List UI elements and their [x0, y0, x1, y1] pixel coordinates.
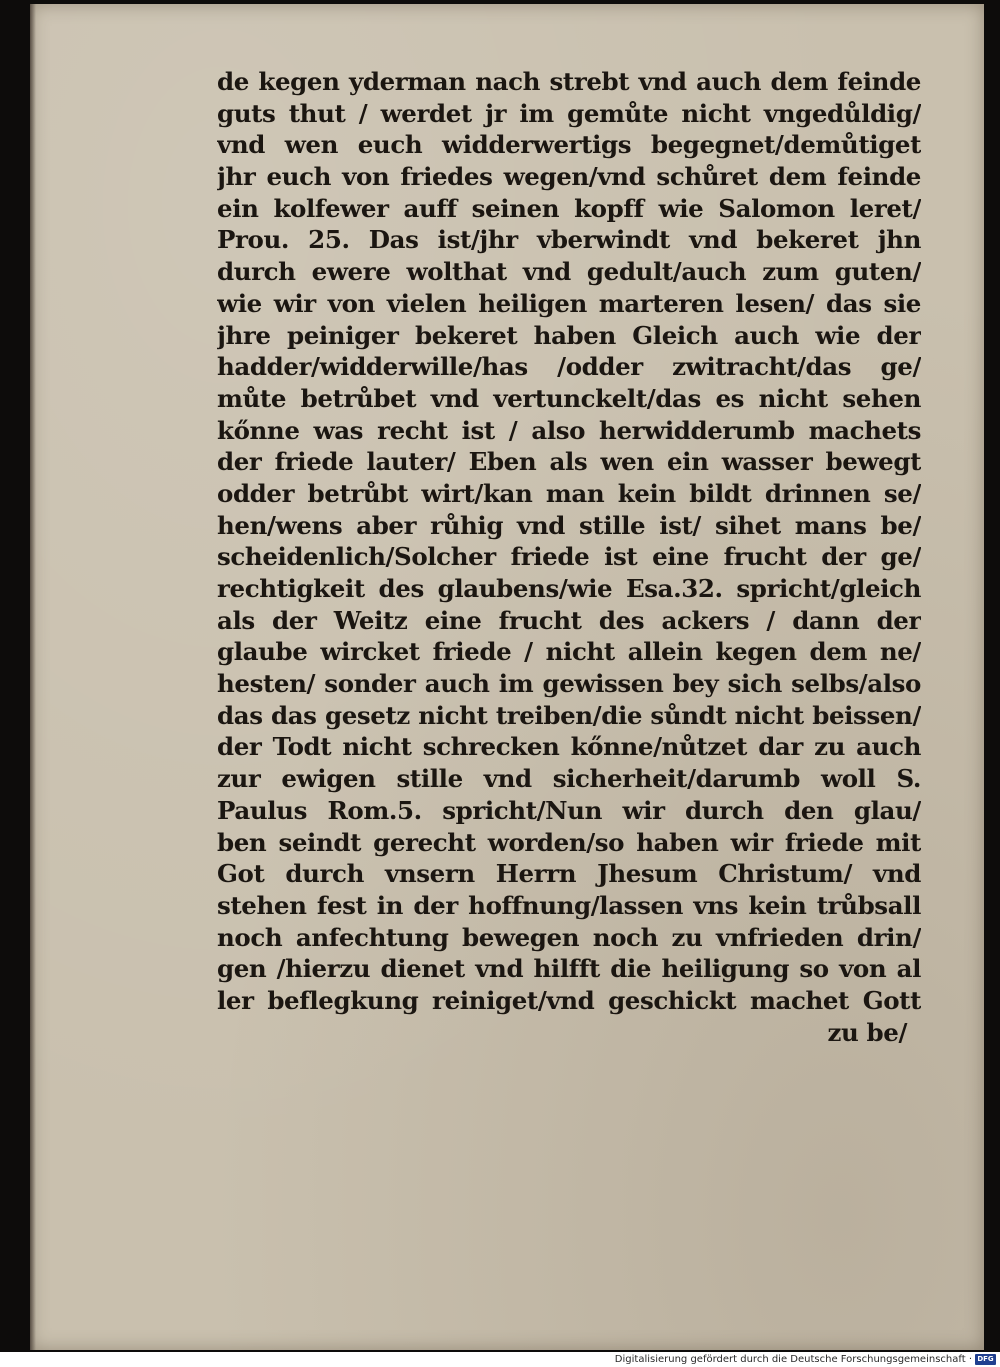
page-text-block	[217, 66, 921, 1048]
text-line: noch anfechtung bewegen noch zu vnfrieden drin/	[217, 922, 921, 952]
bleed-through-text	[245, 1078, 945, 1148]
text-line: kőnne was recht ist / also herwidderumb machets	[217, 415, 921, 445]
text-line: wie wir von vielen heiligen marteren lesen/ das sie	[217, 288, 921, 318]
text-line: rechtigkeit des glaubens/wie Esa.32. spricht/gleich	[217, 574, 921, 603]
text-line: glaube wircket friede / nicht allein kegen dem ne/	[217, 637, 921, 667]
dfg-logo-icon: DFG	[975, 1354, 996, 1365]
funding-credit: Digitalisierung gefördert durch die Deutsche Forschungsgemeinschaft ·	[614, 1354, 972, 1365]
text-line: jhr euch von friedes wegen/vnd schůret dem feinde	[217, 162, 921, 192]
text-line: scheidenlich/Solcher friede ist eine frucht der ge/	[217, 542, 921, 572]
text-line: als der Weitz eine frucht des ackers / dann der	[217, 605, 921, 635]
text-line: můte betrůbet vnd vertunckelt/das es nicht sehen	[217, 383, 921, 413]
text-line: ein kolfewer auff seinen kopff wie Salomon leret/	[217, 193, 921, 223]
text-line: stehen fest in der hoffnung/lassen vns kein trůbsall	[217, 890, 921, 920]
text-line: jhre peiniger bekeret haben Gleich auch wie der	[217, 320, 921, 350]
text-line: der Todt nicht schrecken kőnne/nůtzet dar zu auch	[217, 732, 921, 762]
text-line: vnd wen euch widderwertigs begegnet/demůtiget	[217, 130, 921, 160]
text-line: Prou. 25. Das ist/jhr vberwindt vnd bekeret jhn	[217, 225, 921, 255]
text-line: hen/wens aber růhig vnd stille ist/ sihet mans be/	[217, 510, 921, 540]
text-line: zur ewigen stille vnd sicherheit/darumb woll S.	[217, 764, 921, 794]
text-line: guts thut / werdet jr im gemůte nicht vngedůldig/	[217, 98, 921, 128]
text-line: gen /hierzu dienet vnd hilfft die heiligung so von al	[217, 954, 921, 984]
text-line: hesten/ sonder auch im gewissen bey sich selbs/also	[217, 669, 921, 699]
footer-bar	[0, 1352, 1000, 1367]
catchword: zu be/	[827, 1017, 907, 1047]
text-line: odder betrůbt wirt/kan man kein bildt drinnen se/	[217, 478, 921, 508]
text-line: ben seindt gerecht worden/so haben wir friede mit	[217, 827, 921, 857]
text-line: ler beflegkung reiniget/vnd geschickt machet Gott	[217, 985, 921, 1015]
text-line: der friede lauter/ Eben als wen ein wasser bewegt	[217, 447, 921, 477]
text-line: hadder/widderwille/has /odder zwitracht/das ge/	[217, 352, 921, 382]
page-binding-edge	[30, 4, 36, 1350]
text-line: Got durch vnsern Herrn Jhesum Christum/ vnd	[217, 859, 921, 889]
text-line: durch ewere wolthat vnd gedult/auch zum guten/	[217, 257, 921, 287]
text-line: Paulus Rom.5. spricht/Nun wir durch den glau/	[217, 795, 921, 825]
text-line: de kegen yderman nach strebt vnd auch dem feinde	[217, 67, 921, 96]
text-line: das das gesetz nicht treiben/die sůndt nicht beissen/	[217, 700, 921, 730]
